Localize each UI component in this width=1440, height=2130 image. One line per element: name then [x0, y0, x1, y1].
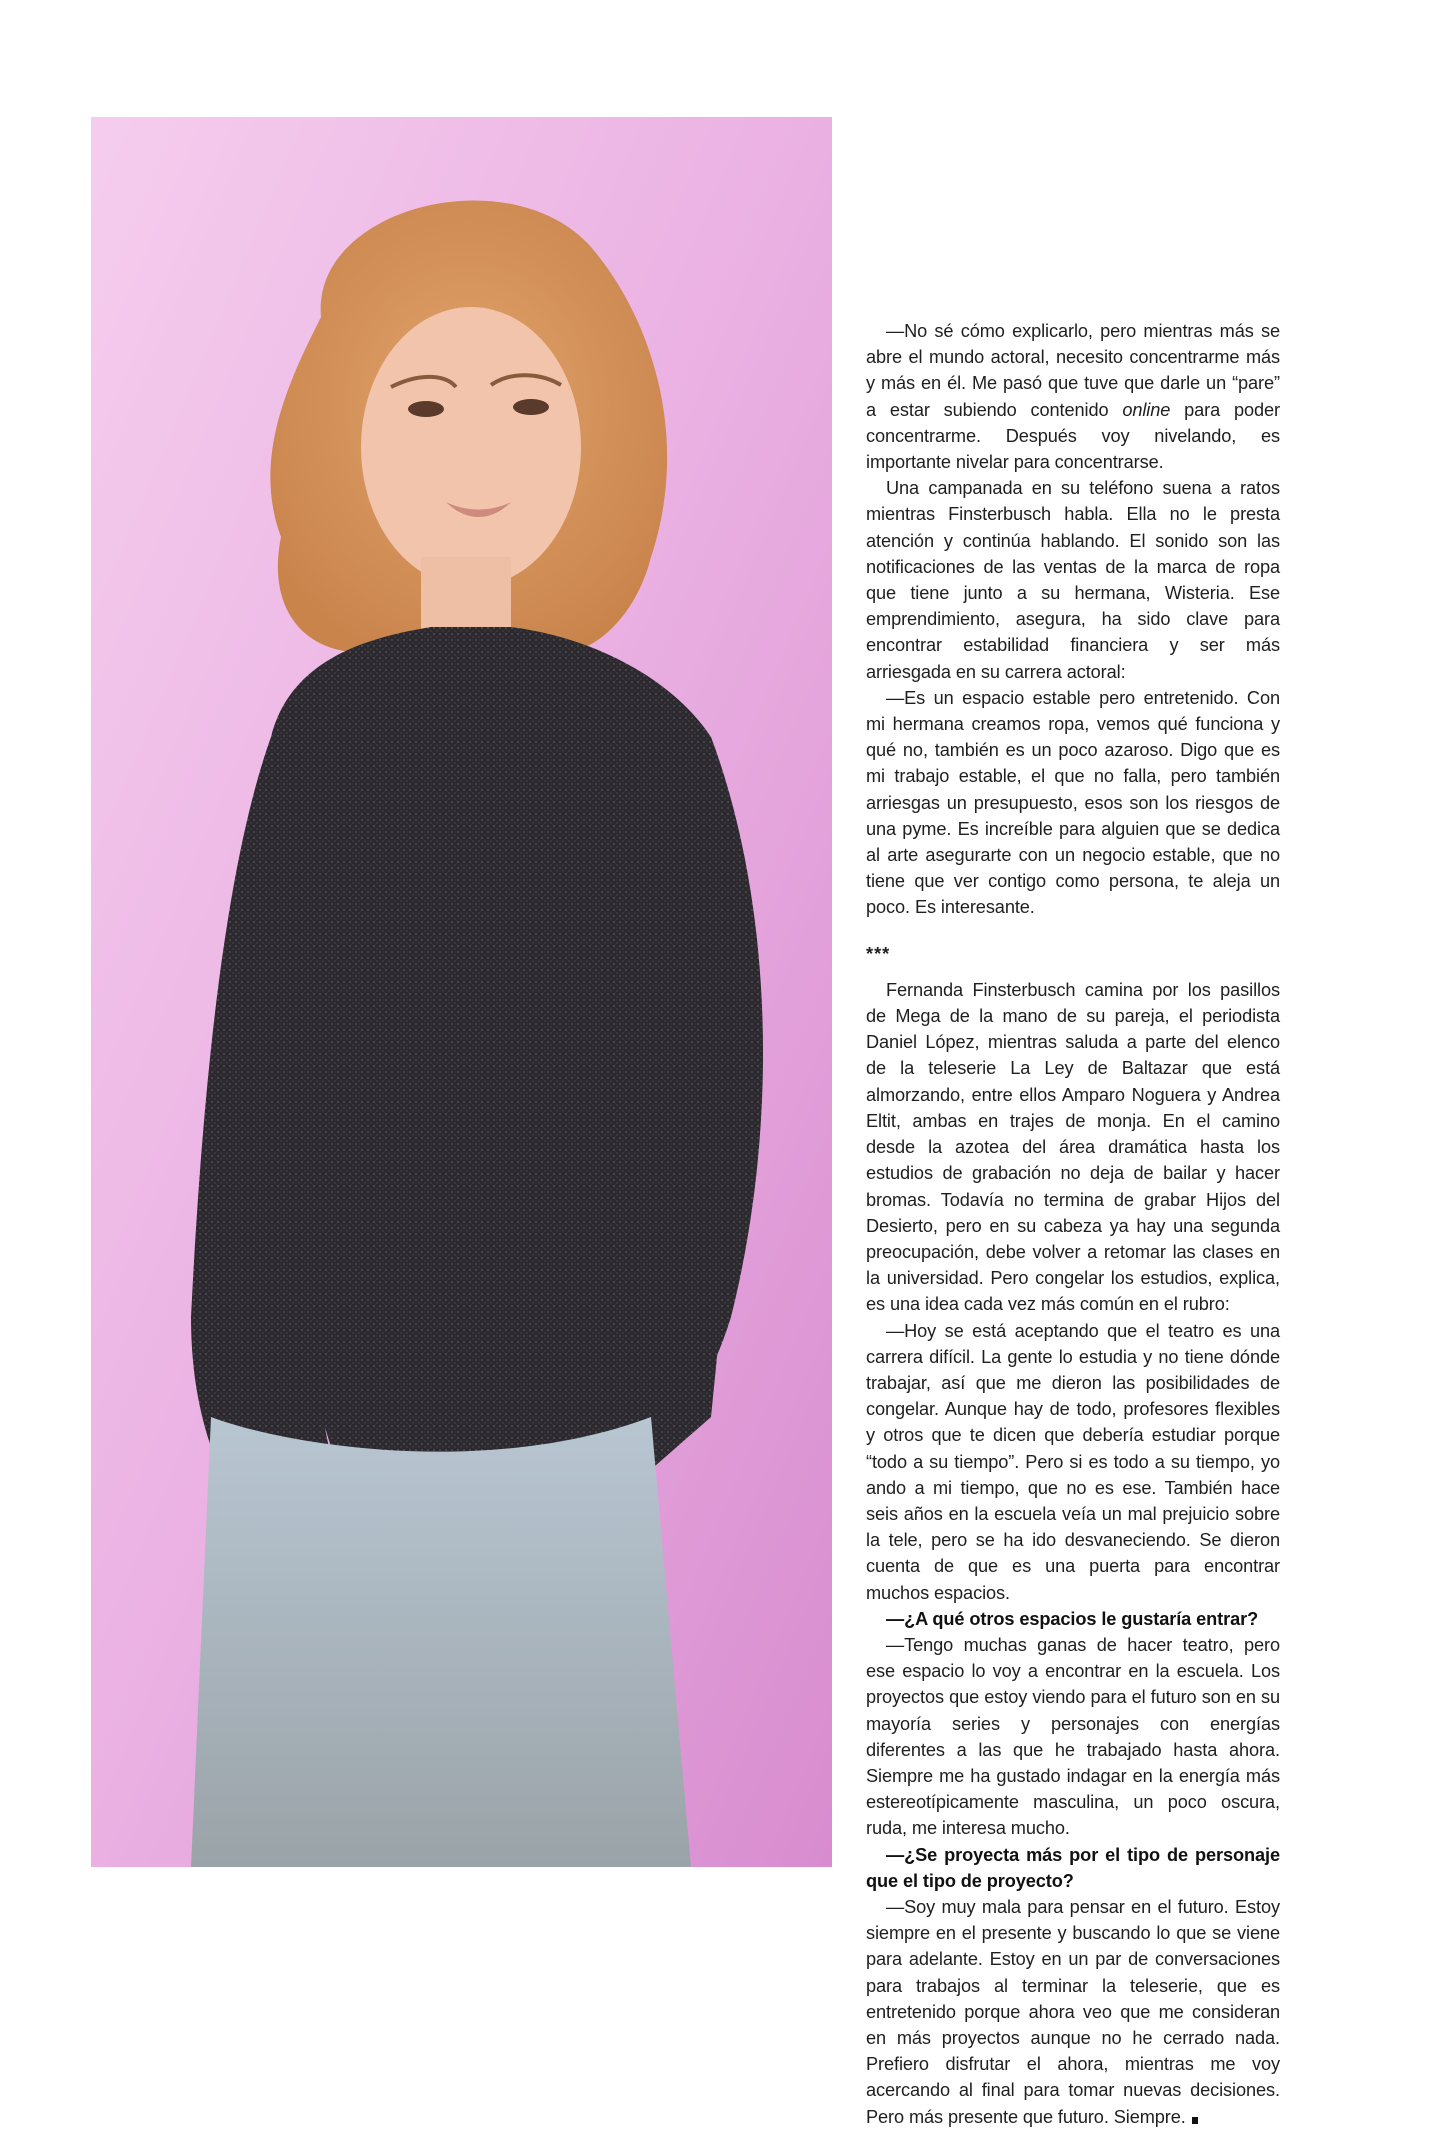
- paragraph: —No sé cómo explicarlo, pero mientras más se abre el mundo actoral, necesito concentrarme más y más en él. Me pasó que tuve que darle un “pare” a estar subiendo contenido online para poder concentrarme. Después voy nivelando, es importante nivelar para concentrarse.: [866, 321, 1280, 473]
- portrait-illustration: [91, 117, 832, 1867]
- section-divider: ***: [866, 943, 891, 964]
- interview-question: —¿Se proyecta más por el tipo de personaje que el tipo de proyecto?: [866, 1844, 1280, 1891]
- paragraph: Una campanada en su teléfono suena a ratos mientras Finsterbusch habla. Ella no le presta atención y continúa hablando. El sonido son las notificaciones de las ventas de la marca de ropa que tiene junto a su hermana, Wisteria. Ese emprendimiento, asegura, ha sido clave para encontrar estabilidad financiera y ser más arriesgada en su carrera actoral:: [866, 478, 1280, 682]
- paragraph: Fernanda Finsterbusch camina por los pasillos de Mega de la mano de su pareja, el periodista Daniel López, mientras saluda a parte del elenco de la teleserie La Ley de Baltazar que está almorzando, entre ellos Amparo Noguera y Andrea Eltit, ambas en trajes de monja. En el camino desde la azotea del área dramática hasta los estudios de grabación no deja de bailar y hacer bromas. Todavía no termina de grabar Hijos del Desierto, pero en su cabeza ya hay una segunda preocupación, debe volver a retomar las clases en la universidad. Pero congelar los estudios, explica, es una idea cada vez más común en el rubro:: [866, 979, 1280, 1315]
- paragraph: —Hoy se está aceptando que el teatro es una carrera difícil. La gente lo estudia y no tiene dónde trabajar, así que me dieron las posibilidades de congelar. Aunque hay de todo, profesores flexibles y otros que te dicen que debería estudiar porque “todo a su tiempo”. Pero si es todo a su tiempo, yo ando a mi tiempo, que no es ese. También hace seis años en la escuela veía un mal prejuicio sobre la tele, pero se ha ido desvaneciendo. Se dieron cuenta de que es una puerta para encontrar muchos espacios.: [866, 1320, 1280, 1603]
- paragraph: —Es un espacio estable pero entretenido. Con mi hermana creamos ropa, vemos qué funciona y qué no, también es un poco azaroso. Digo que es mi trabajo estable, el que no falla, pero también arriesgas un presupuesto, esos son los riesgos de una pyme. Es increíble para alguien que se dedica al arte asegurarte con un negocio estable, que no tiene que ver contigo como persona, te aleja un poco. Es interesante.: [866, 687, 1280, 918]
- portrait-photo: [91, 117, 832, 1867]
- paragraph: —Soy muy mala para pensar en el futuro. Estoy siempre en el presente y buscando lo que se viene para adelante. Estoy en un par de conversaciones para trabajos al terminar la teleserie, que es entretenido porque ahora veo que me consideran en más proyectos aunque no he cerrado nada. Prefiero disfrutar el ahora, mientras me voy acercando al final para tomar nuevas decisiones. Pero más presente que futuro. Siempre.: [866, 1896, 1280, 2127]
- end-mark-icon: [1192, 2117, 1198, 2124]
- article-body: [866, 318, 1280, 2130]
- paragraph: —Tengo muchas ganas de hacer teatro, pero ese espacio lo voy a encontrar en la escuela. Los proyectos que estoy viendo para el futuro son en su mayoría series y personajes con energías diferentes a las que he trabajado hasta ahora. Siempre me ha gustado indagar en la energía más estereotípicamente masculina, un poco oscura, ruda, me interesa mucho.: [866, 1634, 1280, 1839]
- interview-question: —¿A qué otros espacios le gustaría entrar?: [886, 1608, 1259, 1629]
